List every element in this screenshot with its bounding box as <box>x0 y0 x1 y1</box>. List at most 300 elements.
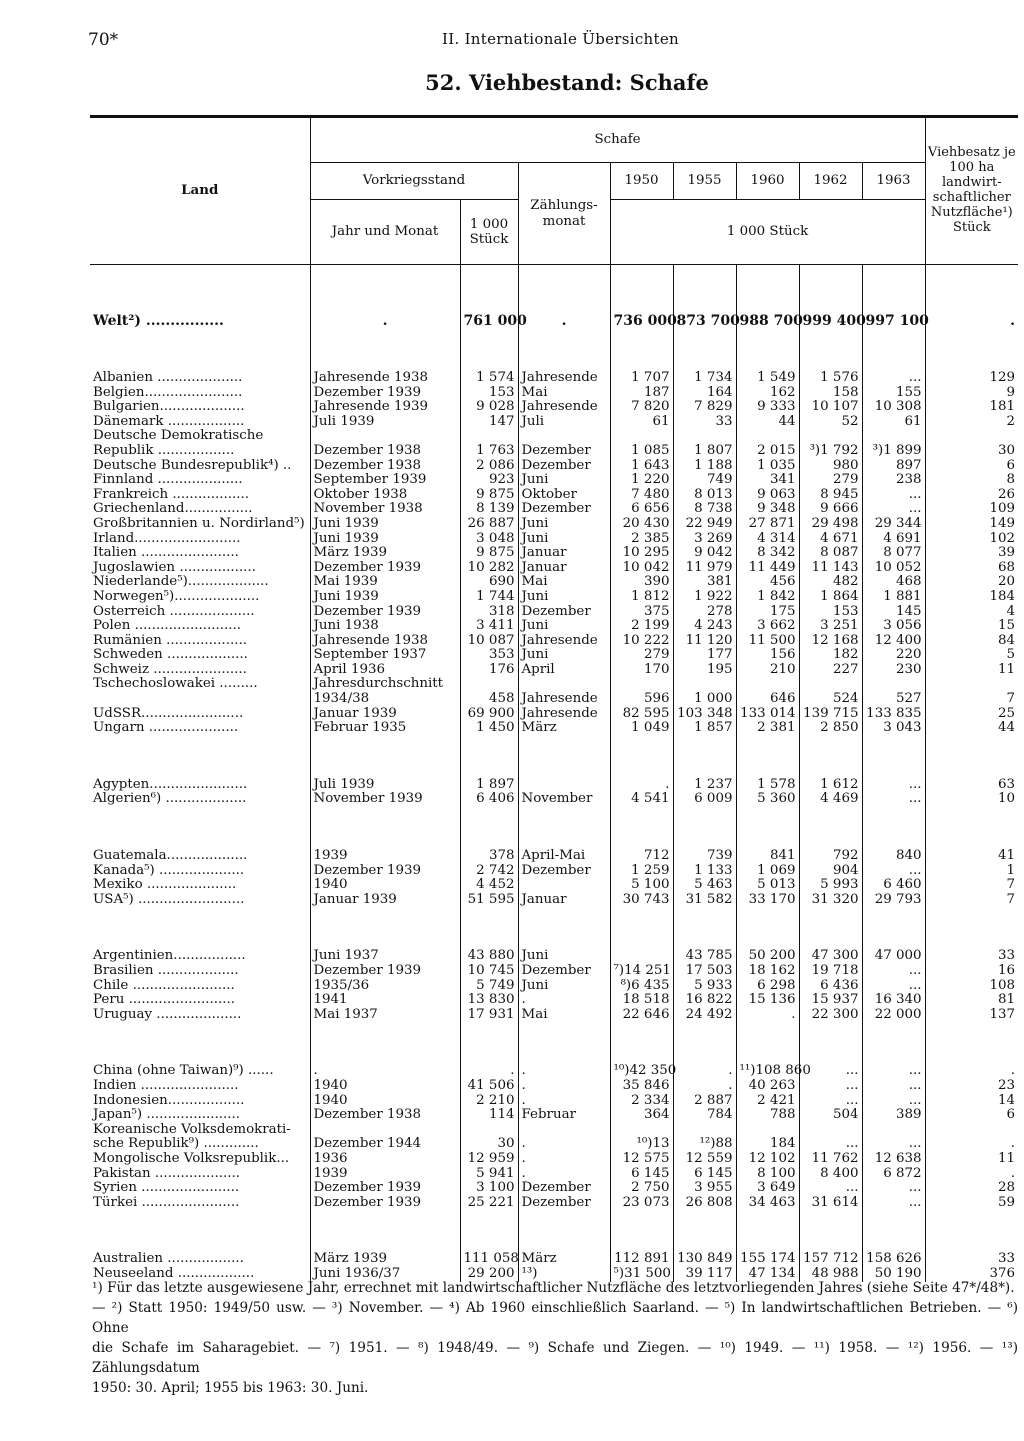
cell-1963: 29 344 <box>862 517 925 532</box>
cell-vorkrieg-1000-stueck: 2 210 <box>460 1094 518 1109</box>
table-row <box>90 1137 1018 1152</box>
header-year-1963: 1963 <box>862 163 925 200</box>
cell-1950: 1 259 <box>610 864 673 879</box>
cell-1955 <box>673 1123 736 1138</box>
cell-1955 <box>673 429 736 444</box>
cell-vorkrieg-1000-stueck: 923 <box>460 473 518 488</box>
cell-jahr-und-monat: Dezember 1939 <box>310 964 460 979</box>
cell-land: Schweden ................... <box>93 648 248 663</box>
cell-jahr-und-monat: Februar 1935 <box>310 721 460 736</box>
cell-viehbesatz: 33 <box>925 1252 1018 1267</box>
cell-vorkrieg-1000-stueck: 2 742 <box>460 864 518 879</box>
cell-1963: 3 056 <box>862 619 925 634</box>
cell-1960: . <box>736 1008 799 1023</box>
cell-1962: ³)1 792 <box>799 444 862 459</box>
cell-viehbesatz: 6 <box>925 1108 1018 1123</box>
cell-1963: ... <box>862 1137 925 1152</box>
spacer-cell <box>518 807 610 849</box>
table-row <box>90 648 1018 663</box>
cell-1963: 468 <box>862 575 925 590</box>
spacer-cell <box>862 907 925 949</box>
cell-1963: 6 872 <box>862 1167 925 1182</box>
cell-viehbesatz: . <box>925 307 1018 329</box>
cell-1955: 6 145 <box>673 1167 736 1182</box>
cell-1950: 10 222 <box>610 634 673 649</box>
cell-land: Koreanische Volksdemokrati- <box>93 1122 291 1137</box>
cell-vorkrieg-1000-stueck: 26 887 <box>460 517 518 532</box>
cell-1950: 375 <box>610 605 673 620</box>
spacer-cell <box>925 1022 1018 1064</box>
cell-1963 <box>862 677 925 692</box>
cell-zaehlungsmonat: Dezember <box>521 1194 591 1210</box>
table-row <box>90 878 1018 893</box>
spacer-cell <box>90 329 310 371</box>
spacer-cell <box>90 1022 310 1064</box>
cell-1955: 12 559 <box>673 1152 736 1167</box>
spacer-cell <box>310 907 460 949</box>
cell-1960: 175 <box>736 605 799 620</box>
cell-jahr-und-monat: Jahresdurchschnitt <box>310 677 460 692</box>
running-head: II. Internationale Übersichten <box>442 30 679 48</box>
cell-land: Australien .................. <box>93 1252 244 1267</box>
cell-1955: 164 <box>673 386 736 401</box>
cell-vorkrieg-1000-stueck: 1 574 <box>460 371 518 386</box>
cell-1962: 10 107 <box>799 400 862 415</box>
cell-1950: 2 750 <box>610 1181 673 1196</box>
cell-land: Japan⁵) ...................... <box>93 1108 241 1123</box>
cell-zaehlungsmonat: Januar <box>521 891 567 907</box>
cell-vorkrieg-1000-stueck: 1 897 <box>460 778 518 793</box>
cell-viehbesatz: 7 <box>925 692 1018 707</box>
spacer-cell <box>862 1210 925 1252</box>
cell-land: Italien ....................... <box>93 546 239 561</box>
cell-1963: 12 400 <box>862 634 925 649</box>
cell-1955: 195 <box>673 663 736 678</box>
cell-land: Bulgarien.................... <box>93 400 245 415</box>
spacer-cell <box>736 1022 799 1064</box>
cell-1963: 16 340 <box>862 993 925 1008</box>
cell-vorkrieg-1000-stueck <box>460 429 518 444</box>
cell-1960: 2 381 <box>736 721 799 736</box>
cell-1955: 784 <box>673 1108 736 1123</box>
cell-vorkrieg-1000-stueck: 43 880 <box>460 949 518 964</box>
cell-1963: 47 000 <box>862 949 925 964</box>
cell-viehbesatz: 14 <box>925 1094 1018 1109</box>
cell-jahr-und-monat: Januar 1939 <box>310 893 460 908</box>
header-schafe: Schafe <box>310 117 925 163</box>
table-row <box>90 634 1018 649</box>
cell-land: Mexiko ..................... <box>93 878 237 893</box>
row-spacer <box>90 329 1018 371</box>
cell-1955: 278 <box>673 605 736 620</box>
cell-1960: 11 449 <box>736 561 799 576</box>
spacer-cell <box>799 1022 862 1064</box>
table-row <box>90 371 1018 386</box>
spacer-cell <box>862 265 925 308</box>
cell-land: Irland......................... <box>93 531 241 546</box>
cell-1962: 504 <box>799 1108 862 1123</box>
table-row <box>90 707 1018 722</box>
spacer-cell <box>736 907 799 949</box>
spacer-cell <box>736 329 799 371</box>
spacer-cell <box>673 1022 736 1064</box>
cell-jahr-und-monat: Januar 1939 <box>310 707 460 722</box>
cell-vorkrieg-1000-stueck: 114 <box>460 1108 518 1123</box>
table-row <box>90 1167 1018 1182</box>
spacer-cell <box>799 329 862 371</box>
cell-land: USA⁵) ......................... <box>93 892 245 907</box>
cell-vorkrieg-1000-stueck: 9 028 <box>460 400 518 415</box>
cell-1960 <box>736 1123 799 1138</box>
cell-1963: 840 <box>862 849 925 864</box>
cell-1955: 1 237 <box>673 778 736 793</box>
cell-land: Argentinien................. <box>93 949 246 964</box>
spacer-cell <box>925 329 1018 371</box>
cell-vorkrieg-1000-stueck: 5 941 <box>460 1167 518 1182</box>
cell-1950: 1 085 <box>610 444 673 459</box>
spacer-cell <box>673 907 736 949</box>
cell-vorkrieg-1000-stueck: 30 <box>460 1137 518 1152</box>
spacer-cell <box>799 907 862 949</box>
cell-1963: ... <box>862 964 925 979</box>
cell-zaehlungsmonat: Dezember <box>521 457 591 473</box>
cell-vorkrieg-1000-stueck: 10 745 <box>460 964 518 979</box>
cell-zaehlungsmonat: April-Mai <box>521 848 586 864</box>
cell-vorkrieg-1000-stueck: 318 <box>460 605 518 620</box>
table-row <box>90 1123 1018 1138</box>
table-row <box>90 849 1018 864</box>
cell-1962: 8 400 <box>799 1167 862 1182</box>
cell-1950: 170 <box>610 663 673 678</box>
cell-vorkrieg-1000-stueck: 378 <box>460 849 518 864</box>
cell-1960: 5 013 <box>736 878 799 893</box>
table-row <box>90 1079 1018 1094</box>
table-row <box>90 400 1018 415</box>
cell-viehbesatz <box>925 677 1018 692</box>
cell-jahr-und-monat: Juni 1939 <box>310 532 460 547</box>
cell-1962: 999 400 <box>799 307 862 329</box>
cell-1955: 1 922 <box>673 590 736 605</box>
cell-zaehlungsmonat: Dezember <box>521 1180 591 1196</box>
cell-1950: 2 385 <box>610 532 673 547</box>
spacer-cell <box>460 907 518 949</box>
cell-zaehlungsmonat: Februar <box>521 1107 576 1123</box>
cell-1955: 749 <box>673 473 736 488</box>
cell-1963: 3 043 <box>862 721 925 736</box>
cell-vorkrieg-1000-stueck: 690 <box>460 575 518 590</box>
cell-1950: 712 <box>610 849 673 864</box>
cell-1950: 18 518 <box>610 993 673 1008</box>
cell-jahr-und-monat: April 1936 <box>310 663 460 678</box>
cell-zaehlungsmonat: Dezember <box>521 963 591 978</box>
cell-viehbesatz: 376 <box>925 1267 1018 1282</box>
cell-1950: ¹⁰)42 350 <box>610 1064 673 1079</box>
cell-zaehlungsmonat: ¹³) <box>521 1265 538 1281</box>
cell-viehbesatz: 20 <box>925 575 1018 590</box>
cell-zaehlungsmonat: . <box>521 1077 526 1093</box>
table-row <box>90 415 1018 430</box>
cell-zaehlungsmonat: . <box>521 992 526 1008</box>
cell-1962: 1 612 <box>799 778 862 793</box>
spacer-cell <box>925 736 1018 778</box>
cell-1962: 3 251 <box>799 619 862 634</box>
cell-1963: 897 <box>862 459 925 474</box>
cell-1950: ⁷)14 251 <box>610 964 673 979</box>
cell-1950: 22 646 <box>610 1008 673 1023</box>
spacer-cell <box>610 1022 673 1064</box>
cell-land: Polen ......................... <box>93 619 242 634</box>
cell-jahr-und-monat: Juli 1939 <box>310 778 460 793</box>
spacer-cell <box>799 807 862 849</box>
cell-land: Türkei ....................... <box>93 1195 240 1210</box>
cell-1950: 23 073 <box>610 1196 673 1211</box>
cell-1963: ... <box>862 1079 925 1094</box>
spacer-cell <box>862 807 925 849</box>
cell-1955 <box>673 677 736 692</box>
cell-viehbesatz: 10 <box>925 792 1018 807</box>
cell-jahr-und-monat: Jahresende 1938 <box>310 371 460 386</box>
cell-1962 <box>799 677 862 692</box>
cell-1963: ... <box>862 1196 925 1211</box>
cell-1955: 4 243 <box>673 619 736 634</box>
cell-zaehlungsmonat: Juni <box>521 977 549 993</box>
cell-1950: 2 334 <box>610 1094 673 1109</box>
header-year-1960: 1960 <box>736 163 799 200</box>
cell-jahr-und-monat: Dezember 1944 <box>310 1137 460 1152</box>
cell-land: Algerien⁶) ................... <box>93 792 247 807</box>
cell-zaehlungsmonat: . <box>561 313 567 330</box>
spacer-cell <box>799 736 862 778</box>
cell-land: Finnland .................... <box>93 473 243 488</box>
cell-zaehlungsmonat: Jahresende <box>521 691 598 707</box>
cell-land: Dänemark .................. <box>93 414 245 429</box>
cell-1963: 10 308 <box>862 400 925 415</box>
spacer-cell <box>518 329 610 371</box>
cell-1955: 130 849 <box>673 1252 736 1267</box>
cell-1963: 389 <box>862 1108 925 1123</box>
cell-1960: 988 700 <box>736 307 799 329</box>
cell-viehbesatz: 84 <box>925 634 1018 649</box>
cell-zaehlungsmonat <box>518 677 610 692</box>
spacer-cell <box>518 907 610 949</box>
table-row <box>90 546 1018 561</box>
cell-1960: 34 463 <box>736 1196 799 1211</box>
cell-1955: 1 000 <box>673 692 736 707</box>
cell-1955: 3 955 <box>673 1181 736 1196</box>
cell-1963: 997 100 <box>862 307 925 329</box>
cell-land: Belgien....................... <box>93 385 243 400</box>
cell-viehbesatz: 28 <box>925 1181 1018 1196</box>
cell-1963: 145 <box>862 605 925 620</box>
spacer-cell <box>610 807 673 849</box>
cell-1963: ... <box>862 502 925 517</box>
cell-land: China (ohne Taiwan)⁹) ...... <box>93 1064 274 1079</box>
table-row <box>90 517 1018 532</box>
cell-1955: 17 503 <box>673 964 736 979</box>
cell-1950: 6 145 <box>610 1167 673 1182</box>
cell-1962: 792 <box>799 849 862 864</box>
spacer-cell <box>460 1210 518 1252</box>
spacer-cell <box>460 329 518 371</box>
spacer-cell <box>310 807 460 849</box>
cell-1955: 26 808 <box>673 1196 736 1211</box>
cell-viehbesatz: 6 <box>925 459 1018 474</box>
spacer-cell <box>518 736 610 778</box>
cell-1950: 1 707 <box>610 371 673 386</box>
cell-zaehlungsmonat: Jahresende <box>521 370 598 385</box>
table-row <box>90 575 1018 590</box>
cell-1950: 187 <box>610 386 673 401</box>
cell-1960: 3 649 <box>736 1181 799 1196</box>
cell-jahr-und-monat: Mai 1937 <box>310 1008 460 1023</box>
spacer-cell <box>310 265 460 308</box>
cell-land: Mongolische Volksrepublik... <box>93 1151 290 1166</box>
cell-jahr-und-monat <box>310 429 460 444</box>
cell-zaehlungsmonat: Mai <box>521 384 548 400</box>
cell-1960: 18 162 <box>736 964 799 979</box>
cell-land: Albanien .................... <box>93 371 243 385</box>
cell-1950: 596 <box>610 692 673 707</box>
cell-land: Deutsche Demokratische <box>93 429 264 444</box>
cell-jahr-und-monat: Dezember 1939 <box>310 386 460 401</box>
cell-jahr-und-monat: 1940 <box>310 1094 460 1109</box>
header-1000-stueck: 1 000 Stück <box>460 200 518 265</box>
cell-1960: 1 842 <box>736 590 799 605</box>
table-row <box>90 979 1018 994</box>
cell-1960: 8 100 <box>736 1167 799 1182</box>
cell-jahr-und-monat: 1941 <box>310 993 460 1008</box>
cell-land: Niederlande⁵)................... <box>93 575 269 590</box>
spacer-cell <box>310 329 460 371</box>
cell-1963: 29 793 <box>862 893 925 908</box>
cell-1962: 8 087 <box>799 546 862 561</box>
cell-jahr-und-monat: Dezember 1939 <box>310 1196 460 1211</box>
cell-1955: . <box>673 1079 736 1094</box>
cell-land: Pakistan .................... <box>93 1166 241 1181</box>
cell-1950: 6 656 <box>610 502 673 517</box>
table-row <box>90 1152 1018 1167</box>
cell-viehbesatz: 11 <box>925 663 1018 678</box>
spacer-cell <box>90 807 310 849</box>
cell-viehbesatz: . <box>925 1064 1018 1079</box>
cell-land: Großbritannien u. Nordirland⁵) <box>93 516 305 531</box>
spacer-cell <box>736 265 799 308</box>
cell-1963: 220 <box>862 648 925 663</box>
cell-1963: ... <box>862 1064 925 1079</box>
cell-vorkrieg-1000-stueck: 12 959 <box>460 1152 518 1167</box>
cell-viehbesatz: 4 <box>925 605 1018 620</box>
cell-viehbesatz: 16 <box>925 964 1018 979</box>
cell-1963: 8 077 <box>862 546 925 561</box>
cell-1960: 12 102 <box>736 1152 799 1167</box>
cell-vorkrieg-1000-stueck: 153 <box>460 386 518 401</box>
spacer-cell <box>925 1210 1018 1252</box>
cell-viehbesatz: 109 <box>925 502 1018 517</box>
cell-1962: 1 576 <box>799 371 862 386</box>
cell-vorkrieg-1000-stueck: 10 087 <box>460 634 518 649</box>
cell-1950 <box>610 677 673 692</box>
cell-jahr-und-monat: 1939 <box>310 849 460 864</box>
cell-1963: 61 <box>862 415 925 430</box>
cell-1960: ¹¹)108 860 <box>736 1064 799 1079</box>
spacer-cell <box>862 329 925 371</box>
cell-zaehlungsmonat: Juni <box>521 472 549 488</box>
row-spacer <box>90 807 1018 849</box>
cell-1950: 35 846 <box>610 1079 673 1094</box>
cell-1962: 11 143 <box>799 561 862 576</box>
cell-1955: 1 133 <box>673 864 736 879</box>
cell-1955: 11 120 <box>673 634 736 649</box>
cell-1963: 1 881 <box>862 590 925 605</box>
header-jahr-und-monat: Jahr und Monat <box>310 200 460 265</box>
sheep-stock-table <box>90 115 1018 1282</box>
cell-land: Jugoslawien .................. <box>93 560 256 575</box>
cell-1962: 9 666 <box>799 502 862 517</box>
table-row <box>90 677 1018 692</box>
cell-jahr-und-monat: Juni 1939 <box>310 590 460 605</box>
cell-1962: 48 988 <box>799 1267 862 1282</box>
cell-viehbesatz: . <box>925 1167 1018 1182</box>
cell-land: Brasilien ................... <box>93 964 239 978</box>
cell-viehbesatz: . <box>925 1137 1018 1152</box>
cell-zaehlungsmonat: Juni <box>521 618 549 634</box>
table-row <box>90 502 1018 517</box>
cell-1963: ³)1 899 <box>862 444 925 459</box>
cell-jahr-und-monat: Mai 1939 <box>310 575 460 590</box>
row-spacer <box>90 265 1018 308</box>
cell-1950: 4 541 <box>610 792 673 807</box>
cell-land: UdSSR........................ <box>93 706 244 721</box>
spacer-cell <box>673 1210 736 1252</box>
cell-jahr-und-monat <box>310 1123 460 1138</box>
cell-zaehlungsmonat: Jahresende <box>521 399 598 415</box>
cell-1963: ... <box>862 792 925 807</box>
cell-1955: 33 <box>673 415 736 430</box>
cell-viehbesatz: 102 <box>925 532 1018 547</box>
cell-1955: 31 582 <box>673 893 736 908</box>
cell-1955: 1 857 <box>673 721 736 736</box>
cell-1960: 341 <box>736 473 799 488</box>
cell-jahr-und-monat: Dezember 1939 <box>310 561 460 576</box>
header-vorkriegsstand: Vorkriegsstand <box>310 163 518 200</box>
cell-1950: 10 042 <box>610 561 673 576</box>
cell-jahr-und-monat: Dezember 1939 <box>310 1181 460 1196</box>
spacer-cell <box>610 265 673 308</box>
spacer-cell <box>90 1210 310 1252</box>
cell-zaehlungsmonat: Juni <box>521 647 549 663</box>
cell-1955: 3 269 <box>673 532 736 547</box>
cell-1960: 156 <box>736 648 799 663</box>
cell-vorkrieg-1000-stueck: 9 875 <box>460 488 518 503</box>
spacer-cell <box>460 736 518 778</box>
cell-vorkrieg-1000-stueck: 5 749 <box>460 979 518 994</box>
cell-1960: 9 333 <box>736 400 799 415</box>
cell-1963: 10 052 <box>862 561 925 576</box>
cell-1950: 2 199 <box>610 619 673 634</box>
cell-land: Ungarn ..................... <box>93 721 239 736</box>
cell-jahr-und-monat: Dezember 1939 <box>310 864 460 879</box>
cell-vorkrieg-1000-stueck: 69 900 <box>460 707 518 722</box>
cell-vorkrieg-1000-stueck: 1 450 <box>460 721 518 736</box>
cell-vorkrieg-1000-stueck: 1 744 <box>460 590 518 605</box>
cell-vorkrieg-1000-stueck: 176 <box>460 663 518 678</box>
cell-1962: 182 <box>799 648 862 663</box>
cell-land: Frankreich .................. <box>93 487 250 502</box>
cell-1960: 47 134 <box>736 1267 799 1282</box>
cell-1963: ... <box>862 1181 925 1196</box>
cell-viehbesatz: 7 <box>925 878 1018 893</box>
cell-viehbesatz: 44 <box>925 721 1018 736</box>
